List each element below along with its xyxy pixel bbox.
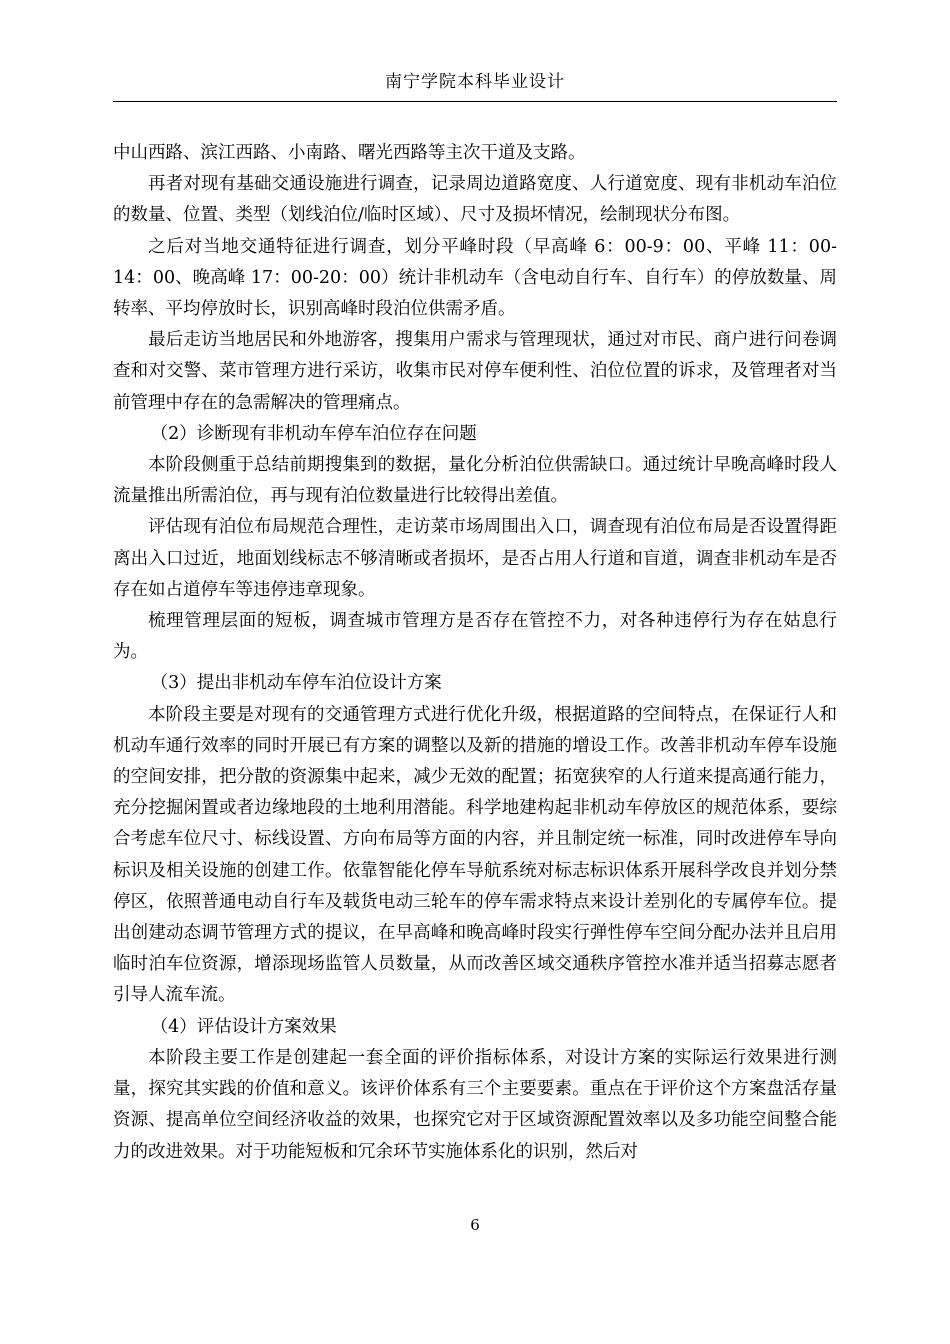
- paragraph-design-plan: 本阶段主要是对现有的交通管理方式进行优化升级，根据道路的空间特点，在保证行人和机动车通行效率的同时开展已有方案的调整以及新的措施的增设工作。改善非机动车停车设施的空间安排，把分散的资源集中起来，减少无效的配置；拓宽狭窄的人行道来提高通行能力，充分挖掘闲置或者边缘地段的土地利用潜能。科学地建构起非机动车停放区的规范体系，要综合考虑车位尺寸、标线设置、方向布局等方面的内容，并且制定统一标准，同时改进停车导向标识及相关设施的创建工作。依靠智能化停车导航系统对标志标识体系开展科学改良并划分禁停区，依照普通电动自行车及载货电动三轮车的停车需求特点来设计差别化的专属停车位。提出创建动态调节管理方式的提议，在早高峰和晚高峰时段实行弹性停车空间分配办法并且启用临时泊车位资源，增添现场监管人员数量，从而改善区域交通秩序管控水准并适当招募志愿者引导人流车流。: [113, 704, 837, 1006]
- header-divider: [113, 101, 837, 102]
- document-body: [113, 138, 837, 1168]
- paragraph-data-analysis: 本阶段侧重于总结前期搜集到的数据，量化分析泊位供需缺口。通过统计早晚高峰时段人流量推出所需泊位，再与现有泊位数量进行比较得出差值。: [113, 455, 837, 507]
- paragraph-traffic-survey: 之后对当地交通特征进行调查，划分平峰时段（早高峰 6：00-9：00、平峰 11：00-14：00、晚高峰 17：00-20：00）统计非机动车（含电动自行车、自行车）的停放数量、周转率、平均停放时长，识别高峰时段泊位供需矛盾。: [113, 236, 837, 320]
- paragraph-layout-evaluation: 评估现有泊位布局规范合理性，走访菜市场周围出入口，调查现有泊位布局是否设置得距离出入口过近，地面划线标志不够清晰或者损坏，是否占用人行道和盲道，调查非机动车是否存在如占道停车等违停违章现象。: [113, 517, 837, 600]
- section-heading-3: （3）提出非机动车停车泊位设计方案: [150, 673, 442, 694]
- paragraph-management-gaps: 梳理管理层面的短板，调查城市管理方是否存在管控不力，对各种违停行为存在姑息行为。: [113, 611, 837, 663]
- section-heading-2: （2）诊断现有非机动车停车泊位存在问题: [150, 423, 477, 444]
- page-header-title: 南宁学院本科毕业设计: [385, 72, 565, 92]
- paragraph-infrastructure-survey: 再者对现有基础交通设施进行调查，记录周边道路宽度、人行道宽度、现有非机动车泊位的数量、位置、类型（划线泊位/临时区域）、尺寸及损坏情况，绘制现状分布图。: [113, 174, 837, 226]
- section-heading-4: （4）评估设计方案效果: [150, 1016, 337, 1037]
- paragraph-user-interviews: 最后走访当地居民和外地游客，搜集用户需求与管理现状，通过对市民、商户进行问卷调查和对交警、菜市管理方进行采访，收集市民对停车便利性、泊位位置的诉求，及管理者对当前管理中存在的急需解决的管理痛点。: [113, 330, 837, 413]
- paragraph-evaluation: 本阶段主要工作是创建起一套全面的评价指标体系，对设计方案的实际运行效果进行测量，探究其实践的价值和意义。该评价体系有三个主要要素。重点在于评价这个方案盘活存量资源、提高单位空间经济收益的效果，也探究它对于区域资源配置效率以及多功能空间整合能力的改进效果。对于功能短板和冗余环节实施体系化的识别，然后对: [113, 1047, 837, 1162]
- paragraph-continuation: 中山西路、滨江西路、小南路、曙光西路等主次干道及支路。: [113, 143, 586, 163]
- page-number: 6: [470, 1216, 480, 1234]
